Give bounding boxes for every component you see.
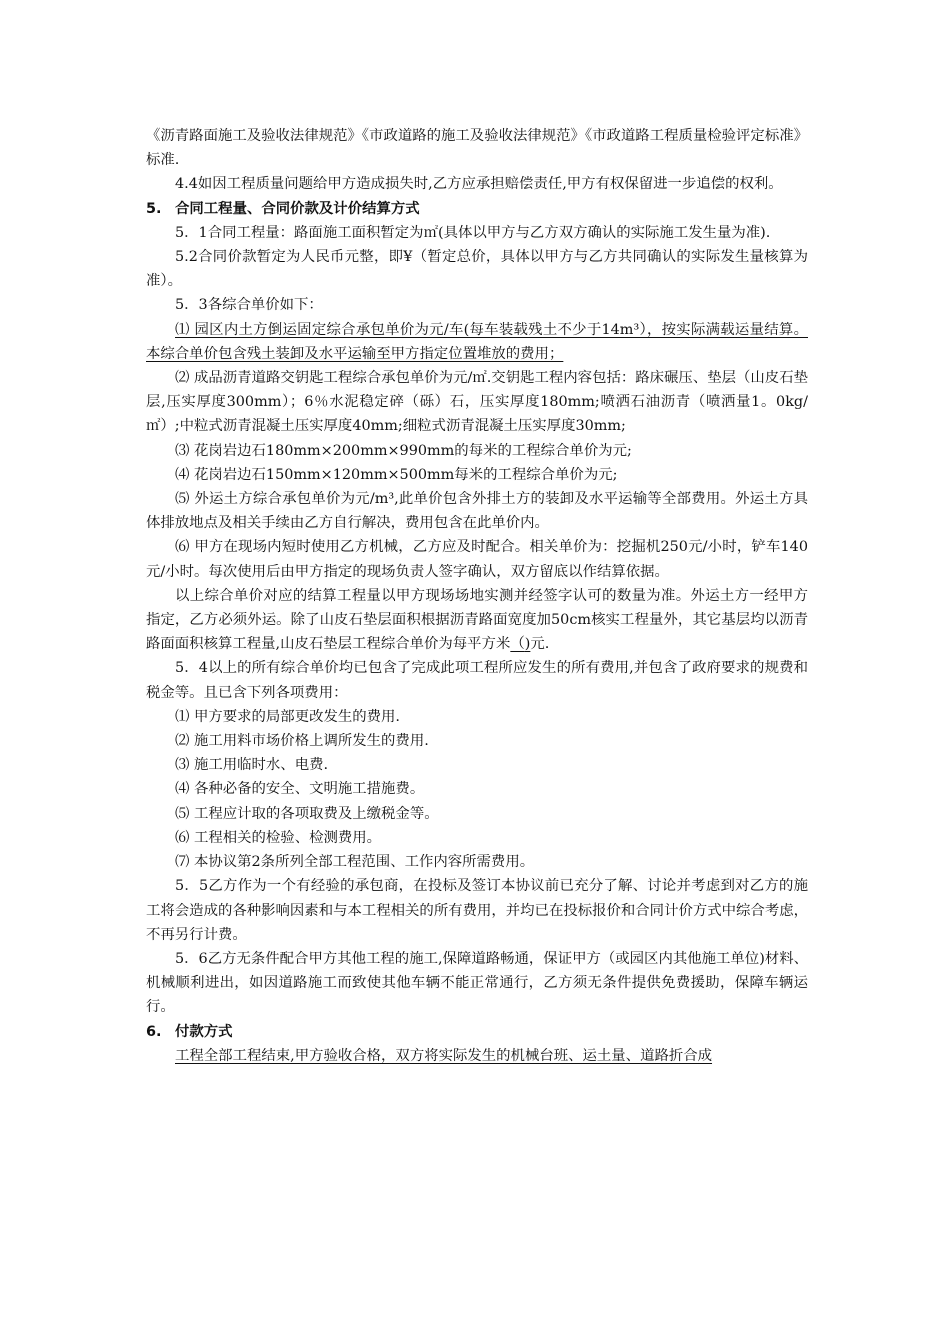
section-title: 合同工程量、合同价款及计价结算方式	[175, 200, 420, 217]
paragraph-5-1: 5．1合同工程量：路面施工面积暂定为㎡(具体以甲方与乙方双方确认的实际施工发生量为准).	[175, 224, 771, 241]
fee-item-3: ⑶ 施工用临时水、电费.	[175, 757, 329, 774]
list-item-1	[146, 318, 808, 366]
underlined-text: ⑴ 园区内土方倒运固定综合承包单价为元/车(每车装载残土不少于14m³），按实际满载运量结算。本综合单价包含残土装卸及水平运输至甲方指定位置堆放的费用；	[146, 321, 808, 362]
paragraph-5-4: 5．4以上的所有综合单价均已包含了完成此项工程所应发生的所有费用,并包含了政府要求的规费和税金等。且已含下列各项费用：	[146, 660, 808, 701]
paragraph-5-5: 5．5乙方作为一个有经验的承包商，在投标及签订本协议前已充分了解、讨论并考虑到对乙方的施工将会造成的各种影响因素和与本工程相关的所有费用，并均已在投标报价和合同计价方式中综合考虑，不再另行计费。	[146, 878, 808, 943]
fee-item-5: ⑸ 工程应计取的各项取费及上缴税金等。	[175, 805, 439, 822]
section-heading-6	[146, 1020, 808, 1044]
fee-item-4: ⑷ 各种必备的安全、文明施工措施费。	[175, 781, 425, 798]
underlined-text: 工程全部工程结束,甲方验收合格，双方将实际发生的机械台班、运土量、道路折合成	[175, 1047, 713, 1064]
fee-item-6: ⑹ 工程相关的检验、检测费用。	[175, 829, 382, 846]
list-item-3: ⑶ 花岗岩边石180mm×200mm×990mm的每米的工程综合单价为元;	[175, 442, 632, 459]
paragraph-5-6: 5．6乙方无条件配合甲方其他工程的施工,保障道路畅通，保证甲方（或园区内其他施工单位)材料、机械顺利进出，如因道路施工而致使其他车辆不能正常通行，乙方须无条件提供免费援助，保障车辆运行。	[146, 950, 808, 1016]
paragraph-4-4: 4.4如因工程质量问题给甲方造成损失时,乙方应承担赔偿责任,甲方有权保留进一步追偿的权利。	[175, 176, 783, 193]
paragraph-settlement	[146, 584, 808, 657]
section-heading-5	[146, 197, 808, 221]
paragraph-settlement-text: 以上综合单价对应的结算工程量以甲方现场场地实测并经签字认可的数量为准。外运土方一经甲方指定，乙方必须外运。除了山皮石垫层面积根据沥青路面宽度加50cm核实工程量外，其它基层均以沥青路面面积核算工程量,山皮石垫层工程综合单价为每平方米	[146, 587, 808, 653]
paragraph-5-3: 5．3各综合单价如下：	[175, 297, 323, 314]
paragraph-settlement-tail: 元.	[530, 636, 550, 653]
fee-item-1: ⑴ 甲方要求的局部更改发生的费用.	[175, 708, 401, 725]
list-item-5: ⑸ 外运土方综合承包单价为元/m³,此单价包含外排土方的装卸及水平运输等全部费用。外运土方具体排放地点及相关手续由乙方自行解决，费用包含在此单价内。	[146, 491, 808, 532]
blank-open: （	[510, 636, 525, 653]
list-item-4: ⑷ 花岗岩边石150mm×120mm×500mm每米的工程综合单价为元;	[175, 466, 618, 483]
paragraph-standards: 《沥青路面施工及验收法律规范》《市政道路的施工及验收法律规范》《市政道路工程质量检验评定标准》标准.	[146, 128, 808, 169]
section-title: 付款方式	[175, 1023, 233, 1040]
paragraph-5-2: 5.2合同价款暂定为人民币元整，即¥（暂定总价，具体以甲方与乙方共同确认的实际发生量核算为准）。	[146, 249, 808, 290]
list-item-2: ⑵ 成品沥青道路交钥匙工程综合承包单价为元/㎡.交钥匙工程内容包括：路床碾压、垫层（山皮石垫层,压实厚度300mm）；6％水泥稳定碎（砾）石，压实厚度180mm;喷洒石油沥青（喷洒量1。0kg/㎡）;中粒式沥青混凝土压实厚度40mm;细粒式沥青混凝土压实厚度30mm;	[146, 370, 808, 435]
blank-close: )	[524, 636, 531, 653]
paragraph-payment	[146, 1044, 808, 1068]
fee-item-7: ⑺ 本协议第2条所列全部工程范围、工作内容所需费用。	[175, 854, 535, 871]
list-item-6: ⑹ 甲方在现场内短时使用乙方机械，乙方应及时配合。相关单价为：挖掘机250元/小时，铲车140元/小时。每次使用后由甲方指定的现场负责人签字确认，双方留底以作结算依据。	[146, 539, 808, 580]
section-number: 5.	[146, 200, 162, 217]
document-body	[146, 124, 808, 1068]
section-number: 6.	[146, 1023, 162, 1040]
fee-item-2: ⑵ 施工用料市场价格上调所发生的费用.	[175, 733, 429, 750]
